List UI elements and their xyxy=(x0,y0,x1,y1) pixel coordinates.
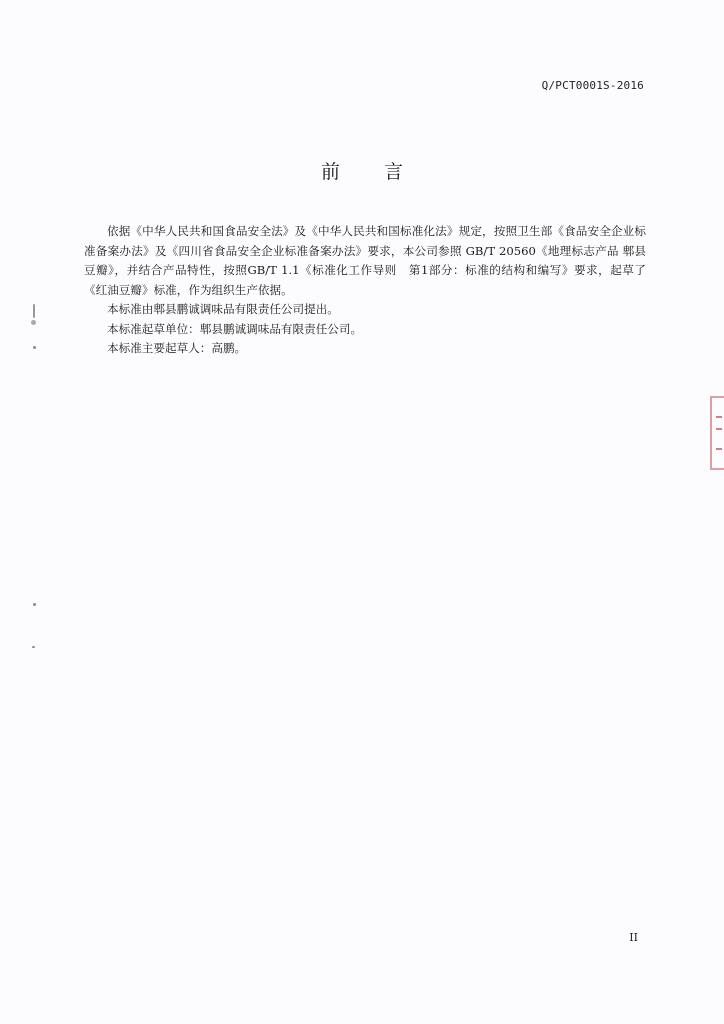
paragraph-proposer: 本标准由郫县鹏诚调味品有限责任公司提出。 xyxy=(107,302,339,316)
paragraph-drafting-unit: 本标准起草单位：郫县鹏诚调味品有限责任公司。 xyxy=(107,321,363,336)
page-number: II xyxy=(629,931,638,944)
scan-speck xyxy=(33,304,35,318)
stamp-edge-mark xyxy=(710,396,724,470)
scan-speck xyxy=(33,603,36,606)
document-code: Q/PCT0001S-2016 xyxy=(541,79,644,92)
title-char-1: 前 xyxy=(320,161,340,183)
stamp-fragment xyxy=(716,428,722,430)
scan-speck xyxy=(33,346,36,349)
section-title xyxy=(0,157,724,184)
foreword-body xyxy=(84,222,646,359)
stamp-fragment xyxy=(716,448,722,450)
stamp-fragment xyxy=(716,416,722,418)
scan-speck xyxy=(32,646,35,648)
paragraph-drafter: 本标准主要起草人：高鹏。 xyxy=(107,341,247,355)
scan-speck xyxy=(31,320,36,325)
paragraph-basis: 依据《中华人民共和国食品安全法》及《中华人民共和国标准化法》规定，按照卫生部《食品安全企业标准备案办法》及《四川省食品安全企业标准备案办法》要求，本公司参照 GB/T 20560《地理标志产品 郫县豆瓣》，并结合产品特性，按照GB/T 1.1《标准化工作导则 第1部分：标准的结构和编写》要求，起草了《红油豆瓣》标准，作为组织生产依据。 xyxy=(84,224,646,297)
title-char-2: 言 xyxy=(384,161,404,183)
